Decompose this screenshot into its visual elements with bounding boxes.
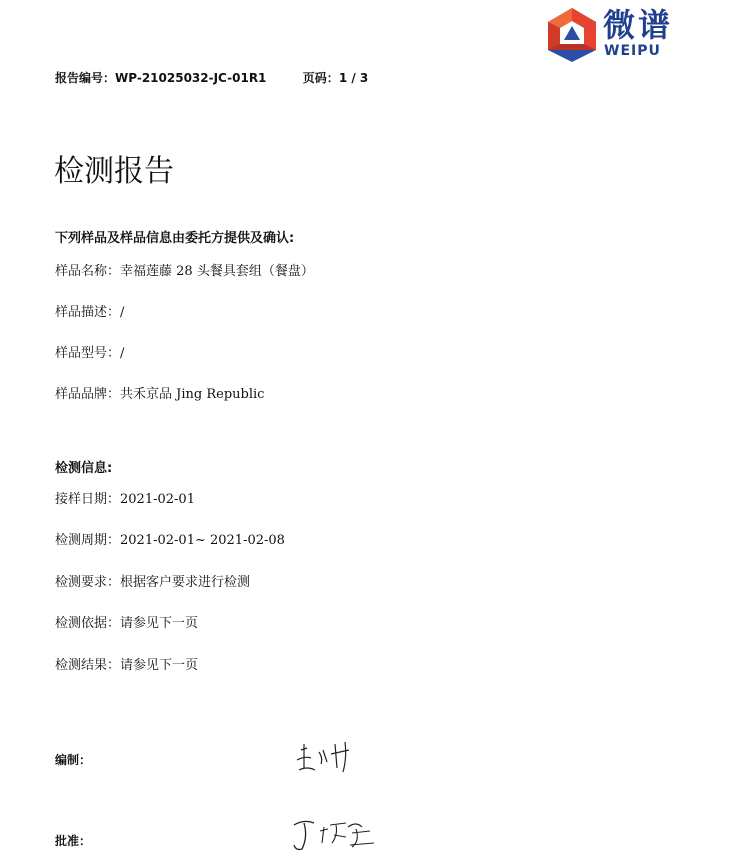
receive-date-row: [55, 488, 195, 507]
sample-description-value: /: [120, 305, 125, 320]
test-result-label: 检测结果：: [55, 658, 121, 673]
report-number: WP-21025032-JC-01R1: [115, 71, 267, 85]
page-number: 1 / 3: [338, 71, 369, 85]
receive-date-value: 2021-02-01: [120, 492, 195, 507]
logo-en-text: WEIPU: [604, 43, 661, 59]
sample-model-value: /: [120, 346, 125, 361]
sample-model-label: 样品型号：: [55, 346, 121, 361]
sample-brand-label: 样品品牌：: [55, 387, 121, 402]
prepared-signature: [293, 738, 363, 776]
sample-name-label: 样品名称：: [55, 264, 121, 279]
sample-section-heading: 下列样品及样品信息由委托方提供及确认:: [55, 231, 295, 246]
test-basis-label: 检测依据：: [55, 616, 121, 631]
test-basis-value: 请参见下一页: [120, 616, 199, 631]
prepared-by-label: 编制：: [55, 753, 92, 767]
page-label: 页码：: [302, 71, 339, 85]
sample-model-row: [55, 342, 124, 361]
weipu-logo-mark-icon: [544, 6, 600, 62]
approved-signature: [290, 815, 380, 855]
test-requirement-row: [55, 571, 250, 590]
sample-name-value: 幸福莲藤 28 头餐具套组（餐盘）: [120, 264, 314, 279]
test-section-heading: 检测信息:: [55, 461, 113, 476]
test-requirement-value: 根据客户要求进行检测: [120, 575, 251, 590]
test-basis-row: [55, 612, 198, 631]
report-header-line: [55, 69, 368, 86]
test-requirement-label: 检测要求：: [55, 575, 121, 590]
sample-brand-value: 共禾京品 Jing Republic: [120, 387, 265, 402]
page-title: 检测报告: [54, 154, 174, 189]
test-period-label: 检测周期：: [55, 533, 121, 548]
test-result-value: 请参见下一页: [120, 658, 199, 673]
sample-brand-row: [55, 383, 264, 402]
weipu-logo: [544, 6, 694, 62]
test-period-row: [55, 529, 285, 548]
sample-description-label: 样品描述：: [55, 305, 121, 320]
report-number-label: 报告编号：: [55, 71, 116, 85]
receive-date-label: 接样日期：: [55, 492, 121, 507]
approved-by-label: 批准：: [55, 834, 92, 848]
test-period-value: 2021-02-01~ 2021-02-08: [120, 533, 285, 548]
sample-name-row: [55, 260, 314, 279]
test-result-row: [55, 654, 198, 673]
logo-cn-text: 微谱: [603, 6, 674, 44]
sample-description-row: [55, 301, 124, 320]
